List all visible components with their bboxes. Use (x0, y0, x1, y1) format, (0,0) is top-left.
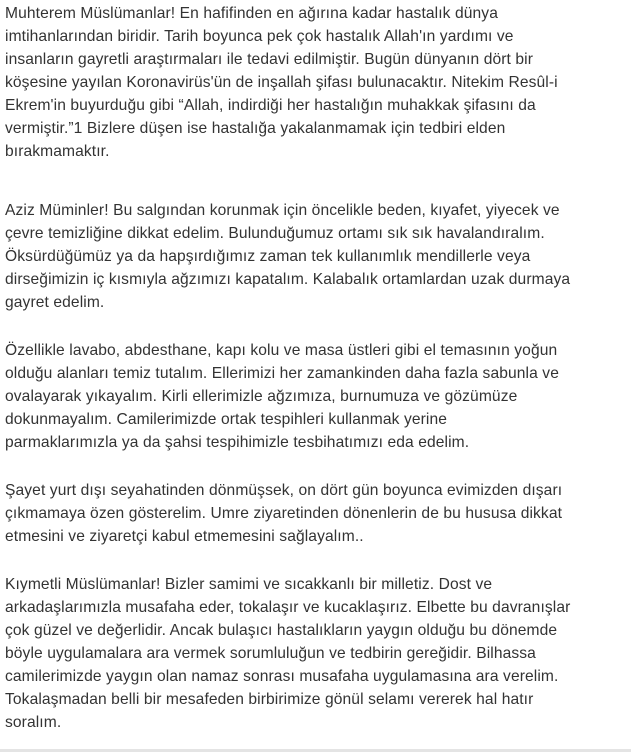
text-line: dirseğimizin iç kısmıyla ağzımızı kapatalım. Kalabalık ortamlardan uzak durmaya (5, 271, 571, 288)
text-line: çıkmamaya özen gösterelim. Umre ziyaretinden dönenlerin de bu hususa dikkat (5, 505, 563, 522)
text-line: camilerimizde yaygın olan namaz sonrası musafaha uygulamasına ara verelim. (5, 668, 559, 685)
text-line: çok güzel ve değerlidir. Ancak bulaşıcı hastalıkların yaygın olduğu bu dönemde (5, 622, 558, 639)
text-line: Ekrem'in buyurduğu gibi “Allah, indirdiği her hastalığın muhakkak şifasını da (5, 97, 536, 114)
text-line: parmaklarımızla ya da şahsi tespihimizle tesbihatımızı eda edelim. (5, 434, 470, 451)
text-line: Şayet yurt dışı seyahatinden dönmüşsek, on dört gün boyunca evimizden dışarı (5, 482, 563, 499)
text-line: bırakmamaktır. (5, 143, 110, 160)
text-line: Kıymetli Müslümanlar! Bizler samimi ve sıcakkanlı bir milletiz. Dost ve (5, 576, 493, 593)
text-line: soralım. (5, 714, 62, 731)
text-line: insanların gayretli araştırmaları ile tedavi edilmiştir. Bugün dünyanın dört bir (5, 51, 534, 68)
text-line: Tokalaşmadan belli bir mesafeden birbirimize gönül selamı vererek hal hatır (5, 691, 534, 708)
text-line: Özellikle lavabo, abdesthane, kapı kolu ve masa üstleri gibi el temasının yoğun (5, 342, 558, 359)
text-line: Aziz Müminler! Bu salgından korunmak için öncelikle beden, kıyafet, yiyecek ve (5, 202, 560, 219)
text-line: böyle uygulamalara ara vermek sorumluluğun ve tedbirin gereğidir. Bilhassa (5, 645, 536, 662)
text-line: Öksürdüğümüz ya da hapşırdığımız zaman tek kullanımlık mendillerle veya (5, 248, 531, 265)
text-line: ovalayarak yıkayalım. Kirli ellerimizle ağzımıza, burnumuza ve gözümüze (5, 388, 518, 405)
text-line: çevre temizliğine dikkat edelim. Bulunduğumuz ortamı sık sık havalandıralım. (5, 225, 545, 242)
text-line: Muhterem Müslümanlar! En hafifinden en ağırına kadar hastalık dünya (5, 5, 498, 22)
text-line: dokunmayalım. Camilerimizde ortak tespihleri kullanmak yerine (5, 411, 448, 428)
text-line: gayret edelim. (5, 294, 105, 311)
text-line: vermiştir.”1 Bizlere düşen ise hastalığa yakalanmamak için tedbiri elden (5, 120, 506, 137)
text-line: imtihanlarından biridir. Tarih boyunca pek çok hastalık Allah'ın yardımı ve (5, 28, 514, 45)
text-line: olduğu alanları temiz tutalım. Ellerimizi her zamankinden daha fazla sabunla ve (5, 365, 559, 382)
text-line: köşesine yayılan Koronavirüs'ün de inşallah şifası bulunacaktır. Nitekim Resûl-i (5, 74, 558, 91)
text-line: etmesini ve ziyaretçi kabul etmemesini sağlayalım.. (5, 528, 364, 545)
text-line: arkadaşlarımızla musafaha eder, tokalaşır ve kucaklaşırız. Elbette bu davranışlar (5, 599, 571, 616)
